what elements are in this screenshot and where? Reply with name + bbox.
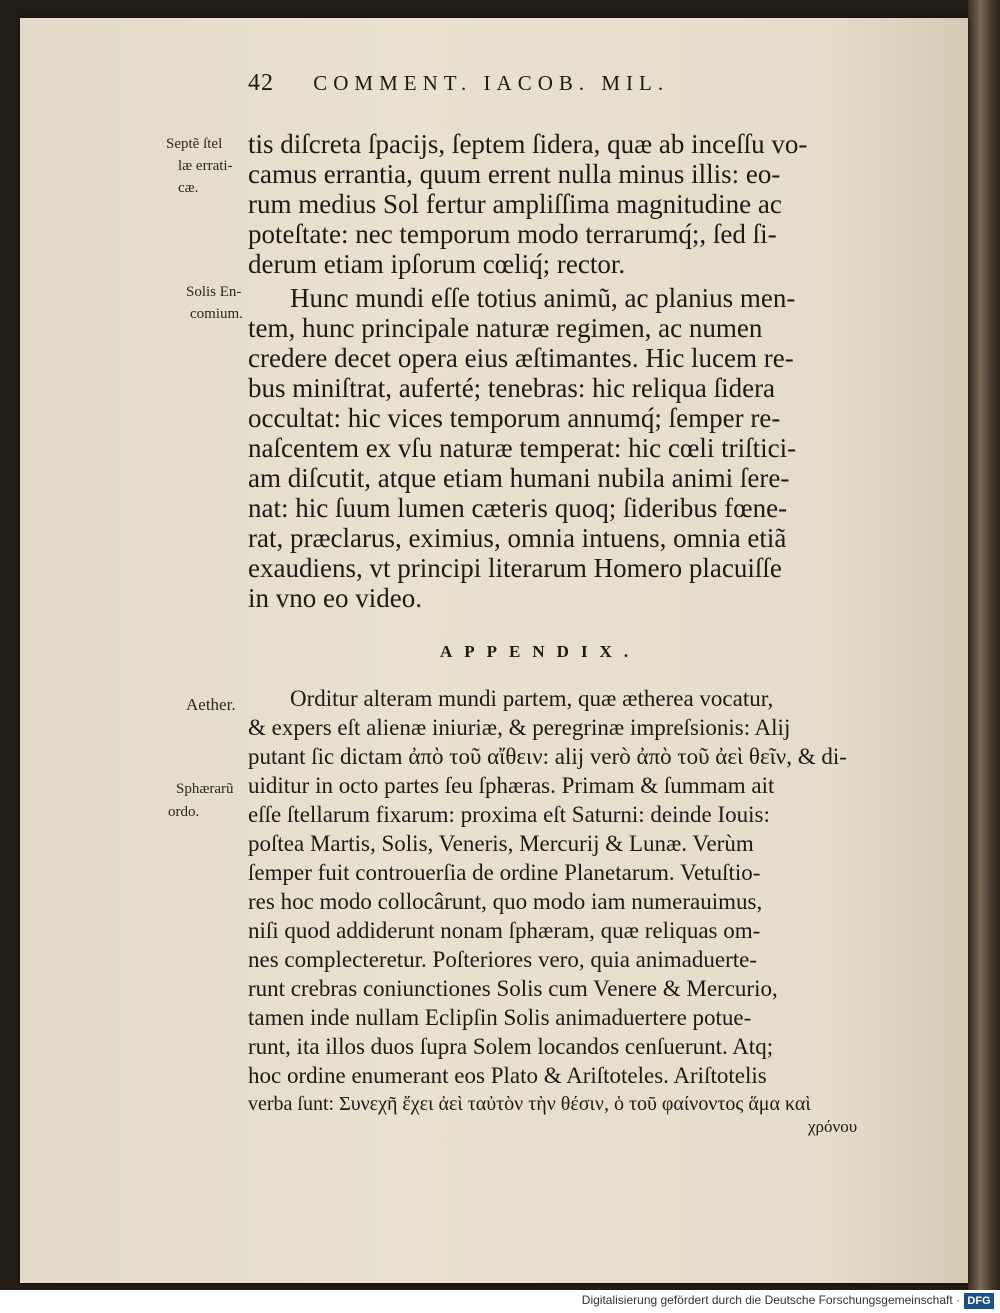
text-line: poſtea Martis, Solis, Veneris, Mercurij & Lunæ. Verùm: [248, 831, 754, 856]
text-line: verba ſunt: Συνεχῆ ἔχει ἀεὶ ταὐτὸν τὴν θέσιν, ὁ τοῦ φαίνοντος ἅμα καὶ: [248, 1093, 811, 1115]
text-line: nat: hic ſuum lumen cæteris quoq; ſideribus fœne-: [248, 493, 788, 523]
text-line: credere decet opera eius æſtimantes. Hic lucem re-: [248, 343, 794, 373]
text-line: poteſtate: nec temporum modo terrarumq́;, ſed ſi-: [248, 219, 777, 249]
text-line: nes complecteretur. Poſteriores vero, quia animaduerte-: [248, 947, 757, 972]
text-line: uiditur in octo partes ſeu ſphæras. Primam & ſummam ait: [248, 773, 775, 798]
margin-note-aether: Aether.: [186, 695, 236, 714]
text-line: Orditur alteram mundi partem, quæ ætherea vocatur,: [290, 686, 774, 711]
book-spine-edge: [968, 0, 1000, 1300]
footer-credit: Digitalisierung gefördert durch die Deutsche Forschungsgemeinschaft ·: [581, 1293, 960, 1307]
margin-note-septem-3: cæ.: [178, 180, 199, 196]
appendix-heading: APPENDIX.: [440, 642, 641, 661]
margin-note-solis-1: Solis En-: [186, 284, 242, 300]
text-line: derum etiam ipſorum cœliq́; rector.: [248, 249, 626, 279]
margin-note-solis-2: comium.: [190, 306, 243, 322]
text-line: res hoc modo collocârunt, quo modo iam numerauimus,: [248, 889, 763, 914]
text-line: naſcentem ex vſu naturæ temperat: hic cœli triſtici-: [248, 433, 797, 463]
text-line: & expers eſt alienæ iniuriæ, & peregrinæ impreſsionis: Alij: [248, 715, 791, 740]
text-line: tem, hunc principale naturæ regimen, ac numen: [248, 313, 763, 343]
margin-note-sphaerarum-2: ordo.: [168, 804, 200, 820]
text-line: rat, præclarus, eximius, omnia intuens, omnia etiã: [248, 523, 787, 553]
text-line: eſſe ſtellarum fixarum: proxima eſt Saturni: deinde Iouis:: [248, 802, 770, 827]
text-line: ſemper fuit controuerſia de ordine Planetarum. Vetuſtio-: [248, 860, 761, 885]
text-line: runt, ita illos duos ſupra Solem locandos cenſuerunt. Atq;: [248, 1034, 774, 1059]
text-line: in vno eo video.: [248, 583, 422, 613]
text-line: occultat: hic vices temporum annumq́; ſemper re-: [248, 403, 781, 433]
dfg-logo: DFG: [964, 1293, 994, 1309]
margin-note-sphaerarum-1: Sphærarũ: [176, 781, 234, 797]
page-number: 42: [248, 70, 274, 96]
text-line: am diſcutit, atque etiam humani nubila animi ſere-: [248, 463, 790, 493]
margin-note-septem-1: Septẽ ſtel: [166, 136, 223, 152]
text-line: tis diſcreta ſpacijs, ſeptem ſidera, quæ ab inceſſu vo-: [248, 129, 808, 159]
running-head: [248, 70, 788, 110]
text-line: tamen inde nullam Eclipſin Solis animaduertere potue-: [248, 1005, 752, 1030]
text-line: hoc ordine enumerant eos Plato & Ariſtoteles. Ariſtotelis: [248, 1063, 767, 1088]
text-line: niſi quod addiderunt nonam ſphæram, quæ reliquas om-: [248, 918, 761, 943]
text-line: putant ſic dictam ἀπὸ τοῦ αἴθειν: alij verò ἀπὸ τοῦ ἀεὶ θεῖν, & di-: [248, 744, 847, 769]
text-line: camus errantia, quum errent nulla minus illis: eo-: [248, 159, 781, 189]
text-line: rum medius Sol fertur ampliſſima magnitudine ac: [248, 189, 782, 219]
text-line: runt crebras coniunctiones Solis cum Venere & Mercurio,: [248, 976, 778, 1001]
text-line: Hunc mundi eſſe totius animũ, ac planius men-: [290, 283, 796, 313]
text-line: χρόνου: [808, 1117, 858, 1136]
footer-bar: [0, 1290, 1000, 1313]
margin-note-septem-2: læ errati-: [178, 158, 233, 174]
running-title: COMMENT. IACOB. MIL.: [313, 71, 670, 95]
text-line: bus miniſtrat, auferté; tenebras: hic reliqua ſidera: [248, 373, 776, 403]
text-line: exaudiens, vt principi literarum Homero placuiſſe: [248, 553, 782, 583]
